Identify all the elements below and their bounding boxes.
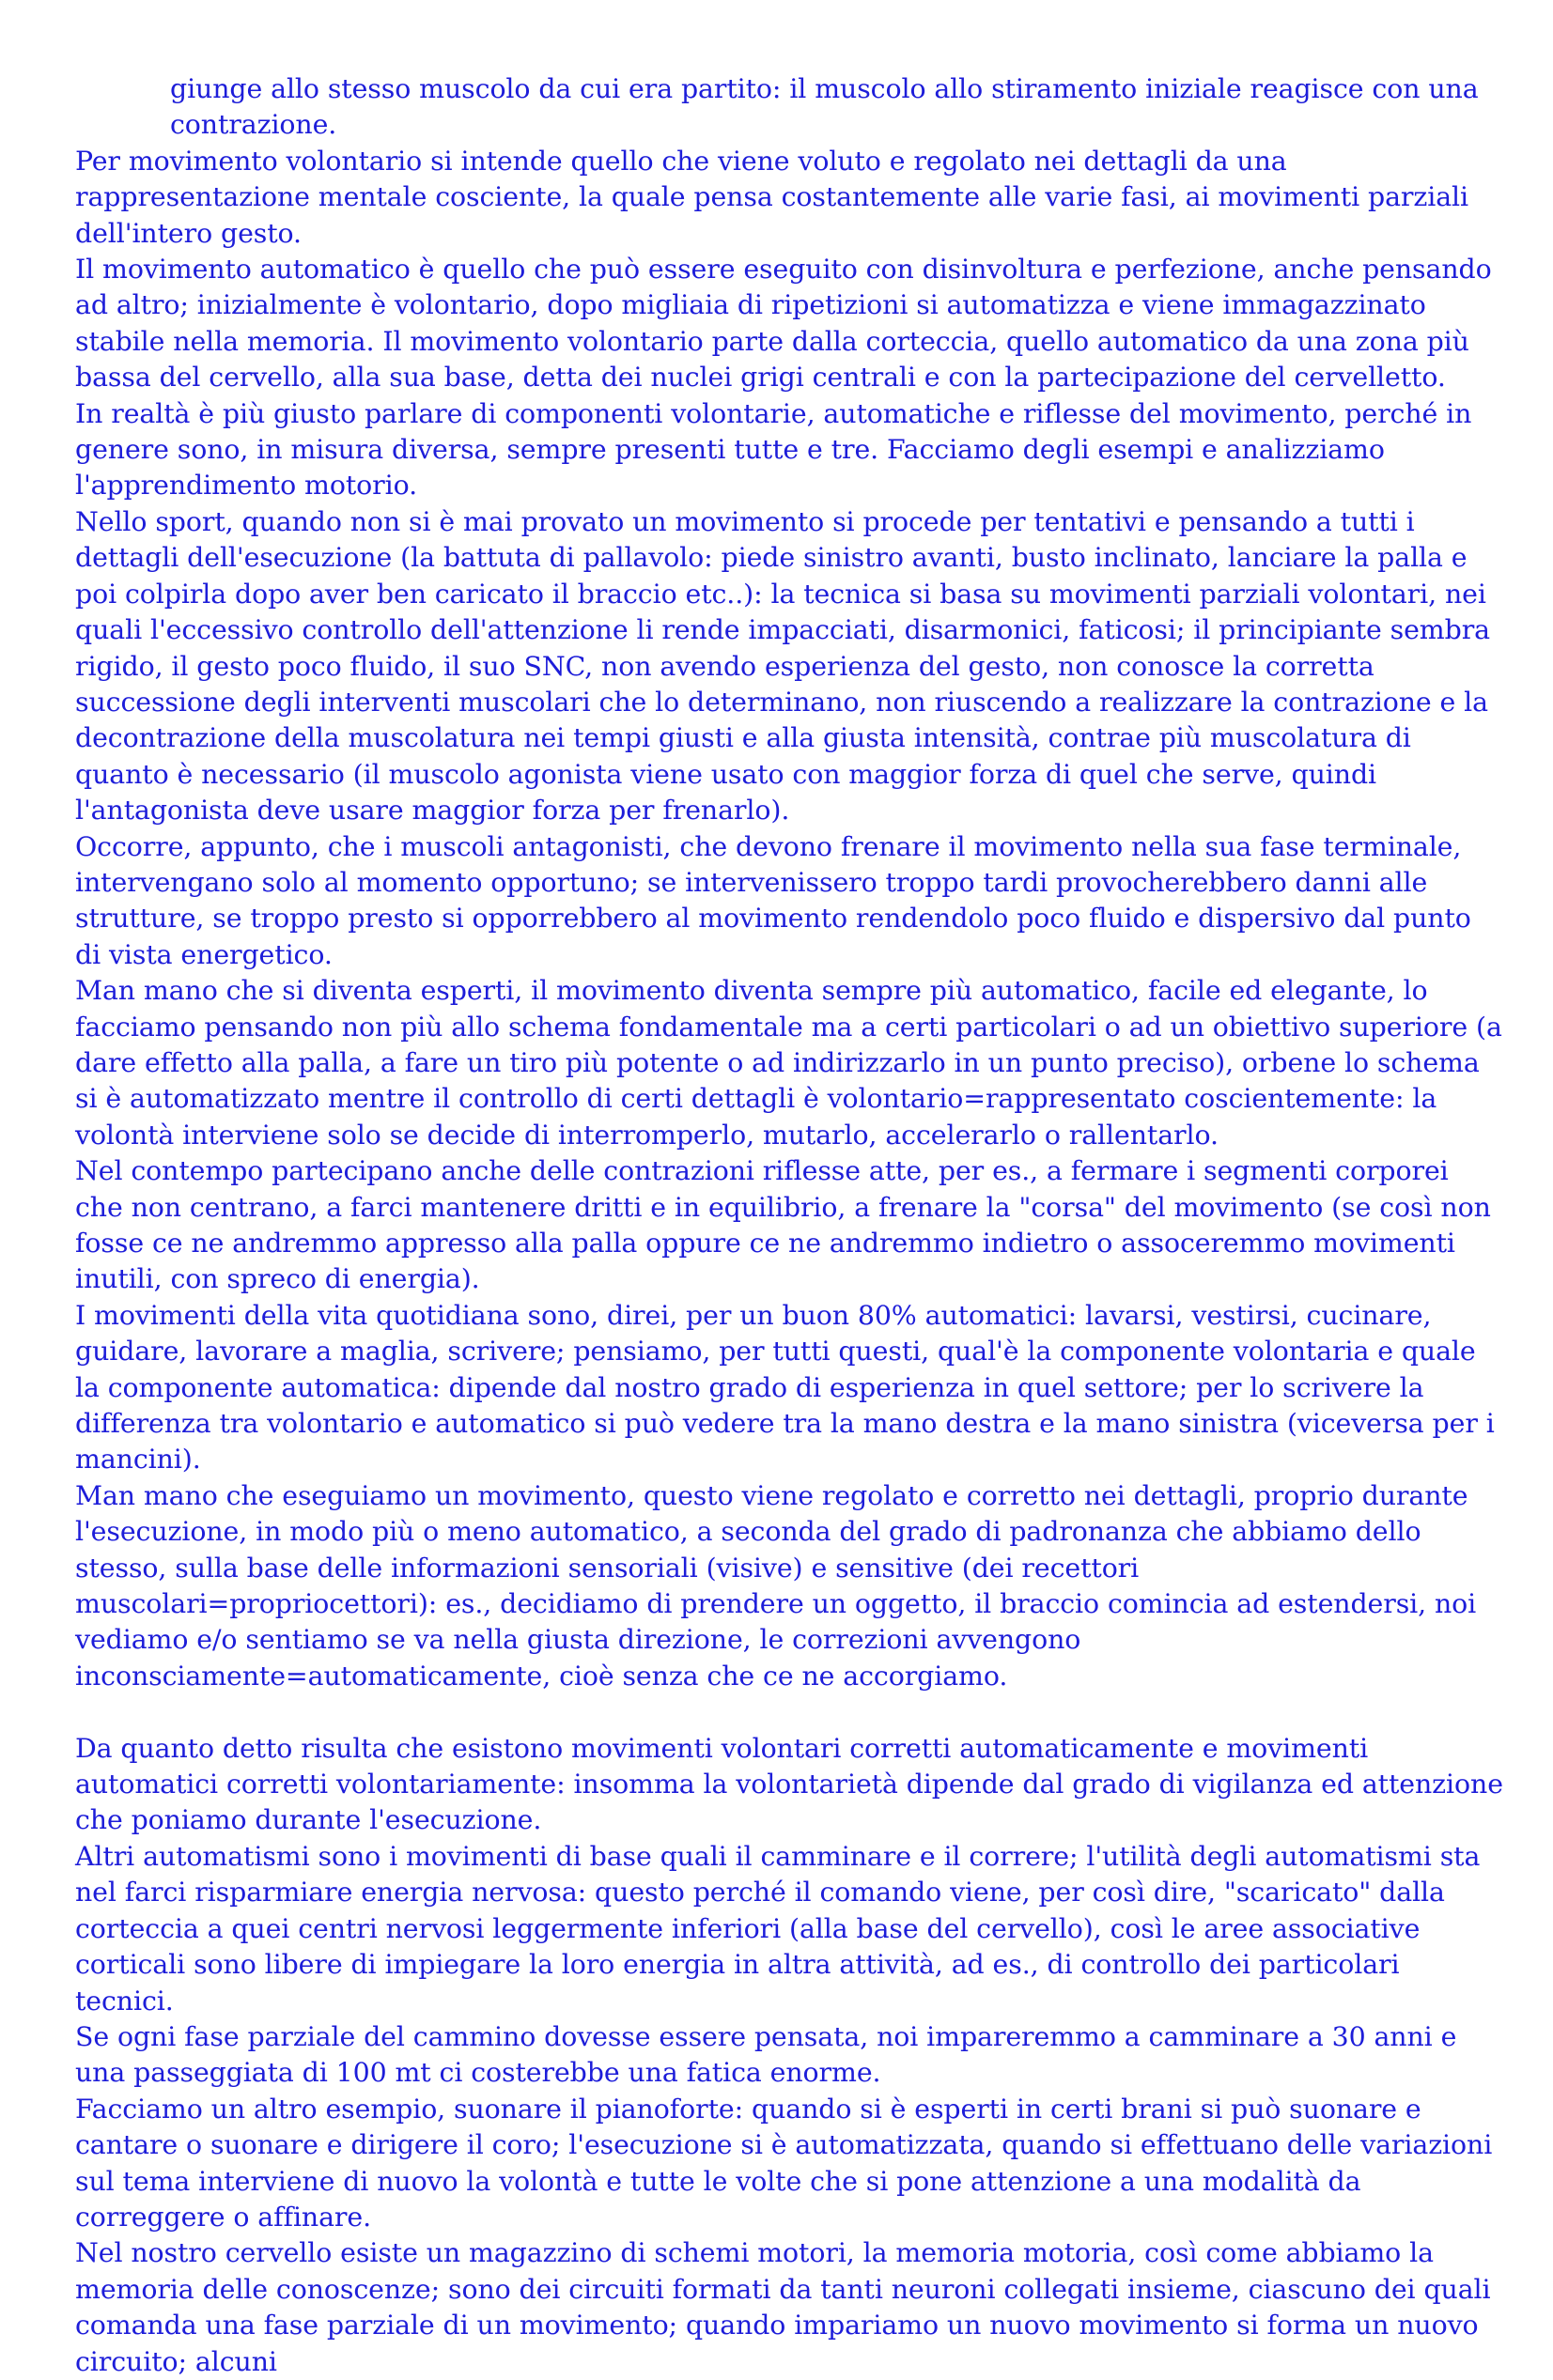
paragraph-corrections: Man mano che eseguiamo un movimento, questo viene regolato e corretto nei dettagli, proprio durante l'esecuzione, in modo più o meno automatico, a seconda del grado di padronanza che abbiamo dello stesso, sulla base delle informazioni sensoriali (visive) e sensitive (dei recettori muscolari=propriocettori): es., decidiamo di prendere un oggetto, il braccio comincia ad estendersi, noi vediamo e/o sentiamo se va nella giusta direzione, le correzioni avvengono inconsciamente=automaticamente, cioè senza che ce ne accorgiamo. — [75, 1479, 1477, 1692]
paragraph-walking-example: Se ogni fase parziale del cammino dovesse essere pensata, noi impareremmo a camminare a 30 anni e una passeggiata di 100 mt ci costerebbe una fatica enorme. — [75, 2020, 1457, 2089]
paragraph-gap — [75, 1694, 1503, 1730]
paragraph-base-automatisms: Altri automatismi sono i movimenti di base quali il camminare e il correre; l'utilità degli automatismi sta nel farci risparmiare energia nervosa: questo perché il comando viene, per così dire, "scaricato" dalla corteccia a quei centri nervosi leggermente inferiori (alla base del cervello), così le aree associative corticali sono libere di impiegare la loro energia in altra attività, ad es., di controllo dei particolari tecnici. — [75, 1840, 1481, 2017]
paragraph-daily-movements: I movimenti della vita quotidiana sono, direi, per un buon 80% automatici: lavarsi, vestirsi, cucinare, guidare, lavorare a maglia, scrivere; pensiamo, per tutti questi, qual'è la componente volontaria e quale la componente automatica: dipende dal nostro grado di esperienza in quel settore; per lo scrivere la differenza tra volontario e automatico si può vedere tra la mano destra e la mano sinistra (viceversa per i mancini). — [75, 1299, 1495, 1476]
paragraph-sport-learning: Nello sport, quando non si è mai provato un movimento si procede per tentativi e pensando a tutti i dettagli dell'esecuzione (la battuta di pallavolo: piede sinistro avanti, busto inclinato, lanciare la palla e poi colpirla dopo aver ben caricato il braccio etc..): la tecnica si basa su movimenti parziali volontari, nei quali l'eccessivo controllo dell'attenzione li rende impacciati, disarmonici, faticosi; il principiante sembra rigido, il gesto poco fluido, il suo SNC, non avendo esperienza del gesto, non conosce la corretta successione degli interventi muscolari che lo determinano, non riuscendo a realizzare la contrazione e la decontrazione della muscolatura nei tempi giusti e alla giusta intensità, contrae più muscolatura di quanto è necessario (il muscolo agonista viene usato con maggior forza di quel che serve, quindi l'antagonista deve usare maggior forza per frenarlo). — [75, 505, 1490, 827]
paragraph-reflex-contractions: Nel contempo partecipano anche delle contrazioni riflesse atte, per es., a fermare i segmenti corporei che non centrano, a farci mantenere dritti e in equilibrio, a frenare la "corsa" del movimento (se così non fosse ce ne andremmo appresso alla palla oppure ce ne andremmo indietro o assoceremmo movimenti inutili, con spreco di energia). — [75, 1155, 1491, 1295]
paragraph-conclusion: Da quanto detto risulta che esistono movimenti volontari corretti automaticamente e movimenti automatici corretti volontariamente: insomma la volontarietà dipende dal grado di vigilanza ed attenzione che poniamo durante l'esecuzione. — [75, 1732, 1503, 1836]
paragraph-piano-example: Facciamo un altro esempio, suonare il pianoforte: quando si è esperti in certi brani si può suonare e cantare o suonare e dirigere il coro; l'esecuzione si è automatizzata, quando si effettuano delle variazioni sul tema interviene di nuovo la volontà e tutte le volte che si pone attenzione a una modalità da correggere o affinare. — [75, 2093, 1493, 2233]
paragraph-components: In realtà è più giusto parlare di componenti volontarie, automatiche e riflesse del movimento, perché in genere sono, in misura diversa, sempre presenti tutte e tre. Facciamo degli esempi e analizziamo l'apprendimento motorio. — [75, 397, 1472, 502]
paragraph-voluntary-movement: Per movimento volontario si intende quello che viene voluto e regolato nei dettagli da una rappresentazione mentale cosciente, la quale pensa costantemente alle varie fasi, ai movimenti parziali dell'intero gesto. — [75, 145, 1468, 249]
paragraph-continuation: giunge allo stesso muscolo da cui era partito: il muscolo allo stiramento iniziale reagisce con una contrazione. — [170, 73, 1479, 141]
paragraph-antagonists: Occorre, appunto, che i muscoli antagonisti, che devono frenare il movimento nella sua fase terminale, intervengano solo al momento opportuno; se intervenissero troppo tardi provocherebbero danni alle strutture, se troppo presto si opporrebbero al movimento rendendolo poco fluido e dispersivo dal punto di vista energetico. — [75, 830, 1471, 970]
paragraph-automatic-movement: Il movimento automatico è quello che può essere eseguito con disinvoltura e perfezione, anche pensando ad altro; inizialmente è volontario, dopo migliaia di ripetizioni si automatizza e viene immagazzinato stabile nella memoria. Il movimento volontario parte dalla corteccia, quello automatico da una zona più bassa del cervello, alla sua base, detta dei nuclei grigi centrali e con la partecipazione del cervelletto. — [75, 254, 1492, 394]
paragraph-expertise: Man mano che si diventa esperti, il movimento diventa sempre più automatico, facile ed elegante, lo facciamo pensando non più allo schema fondamentale ma a certi particolari o ad un obiettivo superiore (a dare effetto alla palla, a fare un tiro più potente o ad indirizzarlo in un punto preciso), orbene lo schema si è automatizzato mentre il controllo di certi dettagli è volontario=rappresentato coscientemente: la volontà interviene solo se decide di interromperlo, mutarlo, accelerarlo o rallentarlo. — [75, 975, 1502, 1151]
paragraph-motor-memory: Nel nostro cervello esiste un magazzino di schemi motori, la memoria motoria, così come abbiamo la memoria delle conoscenze; sono dei circuiti formati da tanti neuroni collegati insieme, ciascuno dei quali comanda una fase parziale di un movimento; quando impariamo un nuovo movimento si forma un nuovo circuito; alcuni — [75, 2237, 1491, 2377]
document-page — [75, 71, 1503, 2380]
